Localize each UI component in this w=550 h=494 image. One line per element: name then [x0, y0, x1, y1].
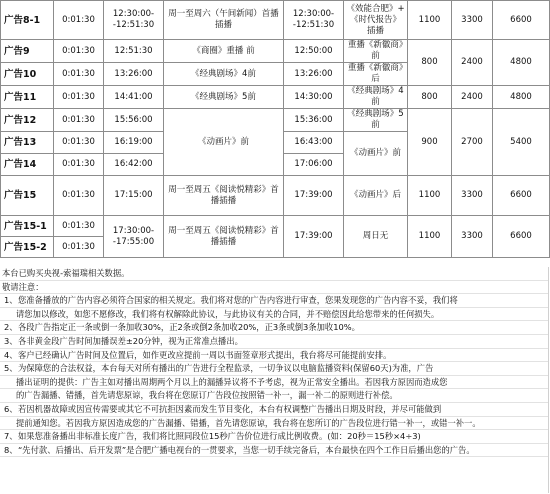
program-position: 周日无	[344, 216, 408, 258]
note-text: “先付款、后播出、后开发票”是合肥广播电视台的一贯要求，当您一切手续完备后，本台最快在四个工作日后播出您的广告。	[18, 444, 475, 455]
ad-slot-name: 广告12	[1, 109, 54, 132]
note-text: 为保障您的合法权益，本台每天对所有播出的广告进行全程监录，一切争议以电脑监播资料(保留60天)为准，广告	[18, 363, 434, 374]
price-cell: 4800	[493, 40, 550, 86]
price-cell: 1100	[408, 216, 452, 258]
price-cell: 6600	[493, 216, 550, 258]
program-position: 《商圈》重播 前	[164, 40, 284, 63]
program-position: 《经典剧场》5前	[344, 109, 408, 132]
air-time: 12:30:00--12:51:30	[104, 1, 164, 40]
price-cell: 800	[408, 40, 452, 86]
price-cell: 2400	[452, 40, 493, 86]
ad-slot-name: 广告14	[1, 154, 54, 176]
program-position: 《效能合肥》+《时代报告》插播	[344, 1, 408, 40]
air-time: 15:36:00	[284, 109, 344, 132]
price-cell: 900	[408, 109, 452, 176]
program-position: 周一至周五《阅读悦精彩》首播插播	[164, 216, 284, 258]
duration: 0:01:30	[54, 216, 104, 237]
note-continuation: 提前通知您。若因我方原因造成您的广告漏播、错播，首先请您原谅，我台将在您所订的广告段位进行错一补一，或错一补一。	[0, 417, 548, 431]
price-cell: 2400	[452, 86, 493, 109]
air-time: 16:19:00	[104, 132, 164, 154]
price-cell: 3300	[452, 216, 493, 258]
note-item	[0, 335, 548, 349]
air-time: 12:30:00--12:51:30	[284, 1, 344, 40]
note-item	[0, 321, 548, 335]
ad-slot-name: 广告15-1	[1, 216, 54, 237]
duration: 0:01:30	[54, 132, 104, 154]
program-position: 《动画片》前	[344, 132, 408, 176]
note-item	[0, 403, 548, 417]
air-time: 17:39:00	[284, 216, 344, 258]
duration: 0:01:30	[54, 86, 104, 109]
program-position: 《动画片》后	[344, 176, 408, 216]
price-cell: 2700	[452, 109, 493, 176]
price-cell: 1100	[408, 176, 452, 216]
price-cell: 6600	[493, 176, 550, 216]
duration: 0:01:30	[54, 154, 104, 176]
ad-slot-name: 广告9	[1, 40, 54, 63]
note-text: 您准备播放的广告内容必须符合国家的相关规定。我们将对您的广告内容进行审查，您果发现您的广告内容不妥，我们将	[18, 295, 458, 306]
table-row	[1, 86, 550, 109]
duration: 0:01:30	[54, 63, 104, 86]
note-item	[0, 362, 548, 376]
air-time: 17:30:00--17:55:00	[104, 216, 164, 258]
ad-slot-name: 广告8-1	[1, 1, 54, 40]
data-source-note: 本台已购买央视-索福瑞相关数据。	[0, 267, 548, 281]
note-continuation: 的广告漏播、错播，首先请您原谅，我台将在您原订广告段位按照错一补一，漏一补二的原则进行补偿。	[0, 389, 548, 403]
price-cell: 4800	[493, 86, 550, 109]
duration: 0:01:30	[54, 1, 104, 40]
note-text: 客户已经确认广告时间及位置后，如作更改应提前一周以书面签章形式提出，我台将尽可能提前安排。	[18, 349, 392, 360]
price-cell: 1100	[408, 1, 452, 40]
program-position: 《动画片》前	[164, 109, 284, 176]
air-time: 17:15:00	[104, 176, 164, 216]
air-time: 16:43:00	[284, 132, 344, 154]
air-time: 17:39:00	[284, 176, 344, 216]
note-text: 如果您准备播出非标准长度广告，我们将比照同段位15秒广告价位进行成比例收费。(如：20秒＝15秒×4÷3)	[18, 431, 421, 442]
program-position: 《经典剧场》4前	[164, 63, 284, 86]
note-number: 5、	[4, 363, 18, 374]
notes-list	[0, 294, 548, 457]
note-number: 8、	[4, 444, 18, 455]
note-number: 2、	[4, 322, 18, 333]
note-number: 7、	[4, 431, 18, 442]
ad-slot-name: 广告10	[1, 63, 54, 86]
note-text: 若因机器故障或因宣传需要或其它不可抗拒因素而发生节目变化，本台有权调整广告播出日期及时段，并尽可能做到	[18, 403, 442, 414]
air-time: 13:26:00	[284, 63, 344, 86]
notes-section	[0, 267, 548, 457]
table-row	[1, 176, 550, 216]
duration: 0:01:30	[54, 40, 104, 63]
ad-slot-name: 广告11	[1, 86, 54, 109]
duration: 0:01:30	[54, 237, 104, 258]
ad-slot-name: 广告13	[1, 132, 54, 154]
air-time: 14:30:00	[284, 86, 344, 109]
note-text: 各段广告指定正一条或倒一条加收30%，正2条或倒2条加收20%，正3条或倒3条加收10%。	[18, 322, 360, 333]
air-time: 16:42:00	[104, 154, 164, 176]
ad-slot-name: 广告15-2	[1, 237, 54, 258]
duration: 0:01:30	[54, 176, 104, 216]
air-time: 14:41:00	[104, 86, 164, 109]
price-cell: 3300	[452, 176, 493, 216]
ad-slot-name: 广告15	[1, 176, 54, 216]
program-position: 《经典剧场》5前	[164, 86, 284, 109]
note-number: 1、	[4, 295, 18, 306]
price-cell: 5400	[493, 109, 550, 176]
duration: 0:01:30	[54, 109, 104, 132]
notes-heading: 敬请注意：	[0, 281, 548, 295]
program-position: 《经典剧场》4前	[344, 86, 408, 109]
table-row	[1, 216, 550, 237]
note-item	[0, 444, 548, 458]
note-item	[0, 349, 548, 363]
note-number: 3、	[4, 335, 18, 346]
program-position: 重播《新徽商》前	[344, 40, 408, 63]
program-position: 周一至周六（午间新闻）首播插播	[164, 1, 284, 40]
note-item	[0, 294, 548, 308]
price-cell: 6600	[493, 1, 550, 40]
note-item	[0, 430, 548, 444]
table-row	[1, 109, 550, 132]
table-row	[1, 1, 550, 40]
note-number: 6、	[4, 403, 18, 414]
air-time: 15:56:00	[104, 109, 164, 132]
note-continuation: 播出证明的提供：广告主如对播出周期两个月以上的漏播异议将不予考虑，视为正常安全播出。若因我方原因而造成您	[0, 376, 548, 390]
program-position: 重播《新徽商》后	[344, 63, 408, 86]
price-cell: 3300	[452, 1, 493, 40]
air-time: 13:26:00	[104, 63, 164, 86]
table-row	[1, 40, 550, 63]
air-time: 12:51:30	[104, 40, 164, 63]
air-time: 12:50:00	[284, 40, 344, 63]
note-continuation: 请您加以修改，如您不愿修改，我们将有权解除此协议，与此协议有关的合同，并不赔偿因此给您带来的任何损失。	[0, 308, 548, 322]
air-time: 17:06:00	[284, 154, 344, 176]
program-position: 周一至周五《阅读悦精彩》首播插播	[164, 176, 284, 216]
note-text: 各非黄金段广告时间加播误差±20分钟，视为正常准点播出。	[18, 335, 243, 346]
note-number: 4、	[4, 349, 18, 360]
price-cell: 800	[408, 86, 452, 109]
